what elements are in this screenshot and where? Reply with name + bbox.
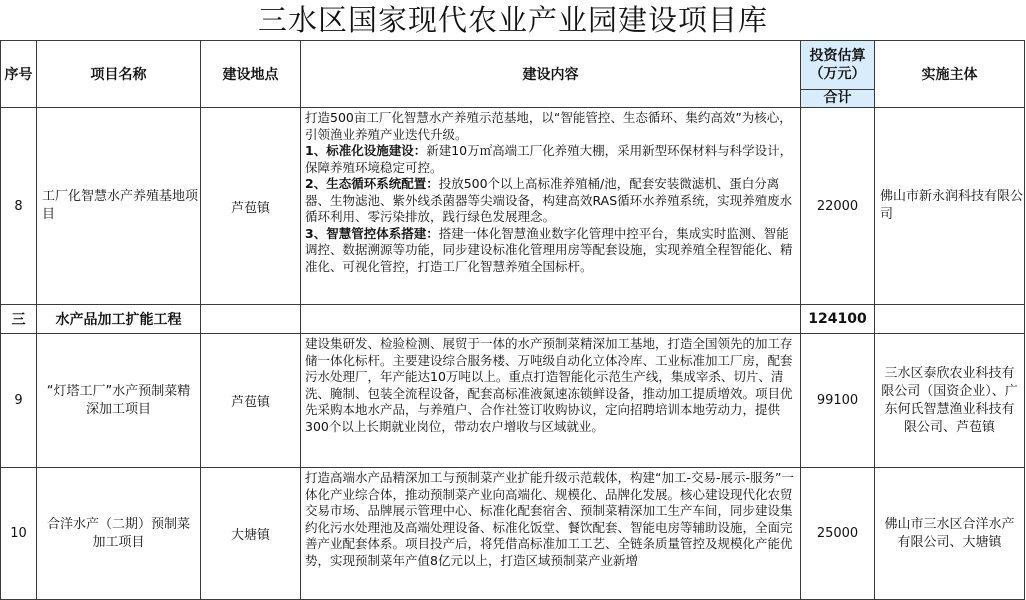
row-content bbox=[301, 334, 801, 468]
row-content bbox=[301, 468, 801, 600]
table-row bbox=[1, 334, 1025, 468]
header-owner: 实施主体 bbox=[875, 41, 1025, 108]
content-text: 建设集研发、检验检测、展贸于一体的水产预制菜精深加工基地，打造全国领先的加工存储一体化标杆。主要建设综合服务楼、万吨级自动化立体冷库、工业标准加工厂房，配套污水处理厂，年产能达10万吨以上。重点打造智能化示范生产线，集成宰杀、切片、清洗、腌制、包装全流程设备，配套高标准液氮速冻锁鲜设备，推动加工提质增效。项目优先采购本地水产品，与养殖户、合作社签订收购协议，定向招聘培训本地劳动力，提供300个以上长期就业岗位，带动农户增收与区域就业。 bbox=[305, 336, 793, 434]
row-location: 芦苞镇 bbox=[201, 108, 301, 305]
header-row bbox=[1, 41, 1025, 108]
section-invest: 124100 bbox=[801, 305, 875, 334]
header-invest-sub: 合计 bbox=[801, 89, 874, 107]
content-item-title: 2、生态循环系统配置： bbox=[305, 176, 439, 191]
row-owner: 佛山市三水区合洋水产有限公司、大塘镇 bbox=[875, 468, 1025, 600]
content-item-title: 3、智慧管控体系搭建： bbox=[305, 225, 439, 241]
row-no: 8 bbox=[1, 108, 37, 305]
row-name: 合洋水产（二期）预制菜加工项目 bbox=[37, 468, 201, 600]
content-item-text: 新建10万㎡高端工厂化养殖大棚，采用新型环保材料与科学设计，保障养殖环境稳定可控。 bbox=[305, 143, 793, 175]
row-name: “灯塔工厂”水产预制菜精深加工项目 bbox=[37, 334, 201, 468]
row-no: 9 bbox=[1, 334, 37, 468]
section-empty-cell bbox=[301, 305, 801, 334]
header-invest-label: 投资估算（万元） bbox=[809, 48, 866, 82]
header-name: 项目名称 bbox=[37, 41, 201, 108]
section-empty-cell bbox=[875, 305, 1025, 334]
content-intro: 打造500亩工厂化智慧水产养殖示范基地，以“智能管控、生态循环、集约高效”为核心，引领渔业养殖产业迭代升级。 bbox=[305, 110, 792, 142]
content-text: 打造高端水产品精深加工与预制菜产业扩能升级示范载体，构建“加工-交易-展示-服务”一体化产业综合体，推动预制菜产业向高端化、规模化、品牌化发展。核心建设现代化农贸交易市场、品牌展示管理中心、标准化配套宿舍、预制菜精深加工生产车间，同步建设集约化污水处理池及高端处理设备、标准化饭堂、餐饮配套、智能电房等辅助设施，全面完善产业配套体系。项目投产后，将凭借高标准加工工艺、全链条质量管控及规模化产能优势，实现预制菜年产值8亿元以上，打造区域预制菜产业新增 bbox=[305, 470, 794, 568]
row-no: 10 bbox=[1, 468, 37, 600]
header-location: 建设地点 bbox=[201, 41, 301, 108]
row-owner: 佛山市新永润科技有限公司 bbox=[875, 108, 1025, 305]
row-invest: 22000 bbox=[801, 108, 875, 305]
table-row bbox=[1, 468, 1025, 600]
page-title: 三水区国家现代农业产业园建设项目库 bbox=[257, 3, 768, 37]
section-no: 三 bbox=[1, 305, 37, 334]
content-item-text: 搭建一体化智慧渔业数字化管理中控平台，集成实时监测、智能调控、数据溯源等功能，同步建设标准化管理用房等配套设施，实现养殖全程智能化、精准化、可视化管控，打造工厂化智慧养殖全国标杆。 bbox=[305, 225, 793, 274]
row-location: 芦苞镇 bbox=[201, 334, 301, 468]
section-empty-cell bbox=[201, 305, 301, 334]
content-item-text: 投放500个以上高标准养殖桶/池，配套安装微滤机、蛋白分离器、生物滤池、紫外线杀菌器等尖端设备，构建高效RAS循环水养殖系统，实现养殖废水循环利用、零污染排放，践行绿色发展理念。 bbox=[305, 176, 793, 224]
row-name: 工厂化智慧水产养殖基地项目 bbox=[37, 108, 201, 305]
row-owner: 三水区泰欣农业科技有限公司（国资企业）、广东何氏智慧渔业科技有限公司、芦苞镇 bbox=[875, 334, 1025, 468]
section-row bbox=[1, 305, 1025, 334]
content-item-title: 1、标准化设施建设： bbox=[305, 143, 427, 158]
table-row bbox=[1, 108, 1025, 305]
row-location: 大塘镇 bbox=[201, 468, 301, 600]
header-invest bbox=[801, 41, 875, 108]
row-content bbox=[301, 108, 801, 305]
row-invest: 99100 bbox=[801, 334, 875, 468]
row-invest: 25000 bbox=[801, 468, 875, 600]
header-content: 建设内容 bbox=[301, 41, 801, 108]
section-name: 水产品加工扩能工程 bbox=[37, 305, 201, 334]
project-table bbox=[0, 40, 1025, 600]
header-no: 序号 bbox=[1, 41, 37, 108]
